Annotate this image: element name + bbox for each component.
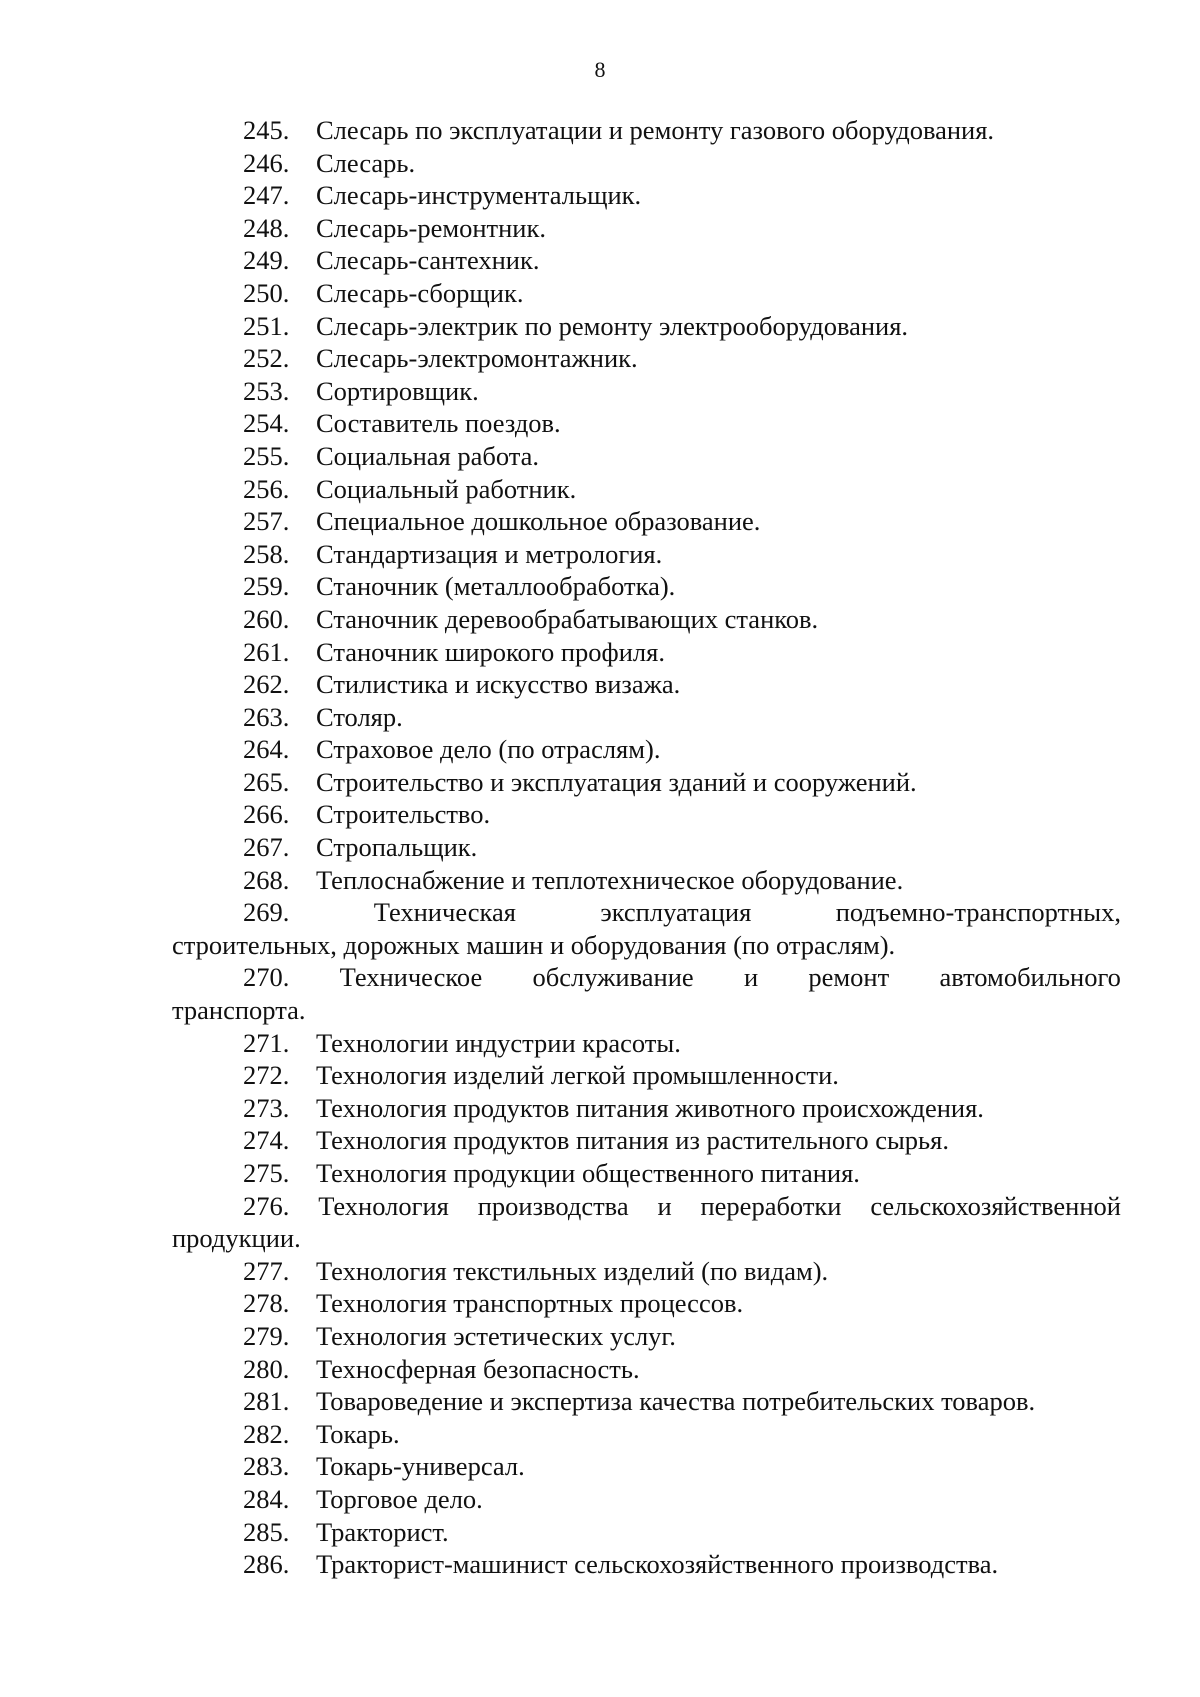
- list-item-number: 283.: [243, 1451, 290, 1482]
- list-item: [0, 1353, 1200, 1386]
- list-item: [0, 603, 1200, 636]
- list-item-word: Технология: [318, 1190, 449, 1221]
- list-item-number: 284.: [243, 1483, 290, 1514]
- list-item-number: 281.: [243, 1386, 290, 1417]
- list-item-number: 282.: [243, 1418, 290, 1449]
- list-item-word: ремонт: [808, 962, 890, 993]
- list-item-text: Слесарь-сантехник.: [316, 245, 540, 276]
- list-item-text: Торговое дело.: [316, 1483, 483, 1514]
- list-item-word: и: [657, 1190, 672, 1221]
- list-item-text: Слесарь-инструментальщик.: [316, 180, 642, 211]
- list-item: [0, 570, 1200, 603]
- list-item-continuation: продукции.: [172, 1223, 301, 1254]
- list-item-text: Слесарь-электромонтажник.: [316, 343, 638, 374]
- list-item-number: 251.: [243, 310, 290, 341]
- list-item-text: Сортировщик.: [316, 375, 479, 406]
- list-item-number: 246.: [243, 147, 290, 178]
- list-item-text: Социальный работник.: [316, 473, 577, 504]
- list-item-text: Строительство.: [316, 799, 491, 830]
- list-item-number: 277.: [243, 1255, 290, 1286]
- list-item-word: сельскохозяйственной: [870, 1190, 1121, 1221]
- list-item-number: 265.: [243, 766, 290, 797]
- list-item-number: 278.: [243, 1288, 290, 1319]
- list-item-number: 259.: [243, 571, 290, 602]
- list-item: [0, 538, 1200, 571]
- list-item-first-line: [243, 1190, 1121, 1223]
- list-item: [0, 1450, 1200, 1483]
- list-item-number: 254.: [243, 408, 290, 439]
- list-item-text: Страховое дело (по отраслям).: [316, 734, 661, 765]
- list-item: [0, 831, 1200, 864]
- list-item-number: 253.: [243, 375, 290, 406]
- list-item-number: 267.: [243, 832, 290, 863]
- list-item-number: 247.: [243, 180, 290, 211]
- list-item: [0, 961, 1200, 1026]
- list-item-text: Токарь-универсал.: [316, 1451, 525, 1482]
- list-item-text: Токарь.: [316, 1418, 400, 1449]
- list-item-word: производства: [477, 1190, 629, 1221]
- list-item: [0, 505, 1200, 538]
- list-item-text: Тракторист-машинист сельскохозяйственного производства.: [316, 1549, 999, 1580]
- list-item-text: Технологии индустрии красоты.: [316, 1027, 681, 1058]
- list-item-text: Слесарь-электрик по ремонту электрооборудования.: [316, 310, 909, 341]
- list-item-text: Станочник деревообрабатывающих станков.: [316, 603, 819, 634]
- list-item: [0, 407, 1200, 440]
- list-item: [0, 147, 1200, 180]
- list-item-text: Слесарь.: [316, 147, 416, 178]
- list-item-text: Тракторист.: [316, 1516, 449, 1547]
- list-item: [0, 1516, 1200, 1549]
- list-item: [0, 277, 1200, 310]
- list-item: [0, 114, 1200, 147]
- list-item-text: Технология продукции общественного питания.: [316, 1158, 860, 1188]
- list-item-word: обслуживание: [532, 962, 694, 993]
- profession-list: [0, 114, 1200, 1581]
- list-item-word: Техническая: [373, 897, 516, 928]
- list-item-text: Технология текстильных изделий (по видам).: [316, 1255, 829, 1286]
- list-item-number: 271.: [243, 1027, 290, 1058]
- list-item-text: Стропальщик.: [316, 832, 478, 863]
- list-item-word: эксплуатация: [600, 897, 752, 928]
- list-item-text: Техносферная безопасность.: [316, 1353, 640, 1384]
- list-item-text: Столяр.: [316, 701, 403, 732]
- list-item-text: Строительство и эксплуатация зданий и сооружений.: [316, 766, 917, 797]
- list-item: [0, 212, 1200, 245]
- list-item: [0, 636, 1200, 669]
- list-item: [0, 1124, 1200, 1157]
- list-item: [0, 440, 1200, 473]
- list-item-text: Слесарь по эксплуатации и ремонту газового оборудования.: [316, 115, 995, 145]
- list-item: [0, 1418, 1200, 1451]
- list-item: [0, 896, 1200, 961]
- list-item-text: Стандартизация и метрология.: [316, 538, 663, 569]
- list-item-text: Технология эстетических услуг.: [316, 1320, 676, 1351]
- list-item: [0, 375, 1200, 408]
- list-item-number: 263.: [243, 701, 290, 732]
- list-item-number: 250.: [243, 277, 290, 308]
- list-item-number: 280.: [243, 1353, 290, 1384]
- list-item-word: Техническое: [339, 962, 483, 993]
- list-item-text: Теплоснабжение и теплотехническое оборудование.: [316, 864, 904, 895]
- list-item: [0, 1483, 1200, 1516]
- list-item: [0, 1320, 1200, 1353]
- list-item: [0, 244, 1200, 277]
- list-item: [0, 342, 1200, 375]
- list-item-text: Стилистика и искусство визажа.: [316, 669, 681, 700]
- list-item: [0, 798, 1200, 831]
- list-item-text: Станочник (металлообработка).: [316, 571, 676, 602]
- list-item-number: 256.: [243, 473, 290, 504]
- list-item-number: 276.: [243, 1190, 290, 1221]
- list-item-number: 266.: [243, 799, 290, 830]
- list-item-number: 264.: [243, 734, 290, 765]
- list-item-number: 273.: [243, 1092, 290, 1123]
- list-item-text: Составитель поездов.: [316, 408, 561, 439]
- list-item: [0, 1059, 1200, 1092]
- list-item-word: автомобильного: [939, 962, 1121, 993]
- list-item-number: 274.: [243, 1125, 290, 1156]
- list-item-continuation: транспорта.: [172, 995, 306, 1026]
- list-item-number: 268.: [243, 864, 290, 895]
- page-number: 8: [594, 57, 606, 82]
- list-item-text: Слесарь-сборщик.: [316, 277, 524, 308]
- list-item: [0, 1157, 1200, 1190]
- list-item: [0, 864, 1200, 897]
- list-item-text: Технология продуктов питания животного происхождения.: [316, 1092, 984, 1123]
- list-item-number: 270.: [243, 962, 290, 993]
- list-item-text: Товароведение и экспертиза качества потребительских товаров.: [316, 1386, 1036, 1417]
- list-item-number: 261.: [243, 636, 290, 667]
- list-item-number: 252.: [243, 343, 290, 374]
- list-item-number: 257.: [243, 506, 290, 537]
- list-item: [0, 1027, 1200, 1060]
- list-item: [0, 766, 1200, 799]
- list-item: [0, 1255, 1200, 1288]
- list-item-text: Технология изделий легкой промышленности.: [316, 1060, 839, 1091]
- list-item-first-line: [243, 961, 1121, 994]
- list-item-word: и: [743, 962, 759, 993]
- list-item-word: подъемно-транспортных,: [835, 897, 1121, 928]
- list-item-continuation: строительных, дорожных машин и оборудования (по отраслям).: [172, 929, 896, 960]
- list-item: [0, 310, 1200, 343]
- list-item-number: 248.: [243, 212, 290, 243]
- list-item-number: 258.: [243, 538, 290, 569]
- list-item: [0, 1385, 1200, 1418]
- list-item-number: 275.: [243, 1158, 290, 1188]
- list-item-number: 269.: [243, 897, 290, 928]
- list-item-number: 260.: [243, 603, 290, 634]
- list-item-word: переработки: [700, 1190, 842, 1221]
- list-item-number: 272.: [243, 1060, 290, 1091]
- list-item: [0, 733, 1200, 766]
- list-item: [0, 1092, 1200, 1125]
- list-item-text: Социальная работа.: [316, 440, 540, 471]
- list-item: [0, 1548, 1200, 1581]
- list-item: [0, 179, 1200, 212]
- list-item-number: 255.: [243, 440, 290, 471]
- list-item: [0, 1287, 1200, 1320]
- list-item-number: 249.: [243, 245, 290, 276]
- list-item-text: Станочник широкого профиля.: [316, 636, 665, 667]
- list-item-number: 279.: [243, 1320, 290, 1351]
- list-item: [0, 1190, 1200, 1255]
- list-item: [0, 668, 1200, 701]
- list-item-text: Технология продуктов питания из растительного сырья.: [316, 1125, 949, 1156]
- list-item-number: 262.: [243, 669, 290, 700]
- list-item-text: Специальное дошкольное образование.: [316, 506, 761, 537]
- list-item-number: 286.: [243, 1549, 290, 1580]
- list-item: [0, 473, 1200, 506]
- list-item-number: 245.: [243, 115, 290, 145]
- list-item-number: 285.: [243, 1516, 290, 1547]
- list-item-text: Технология транспортных процессов.: [316, 1288, 744, 1319]
- list-item: [0, 701, 1200, 734]
- list-item-first-line: [243, 896, 1121, 929]
- list-item-text: Слесарь-ремонтник.: [316, 212, 546, 243]
